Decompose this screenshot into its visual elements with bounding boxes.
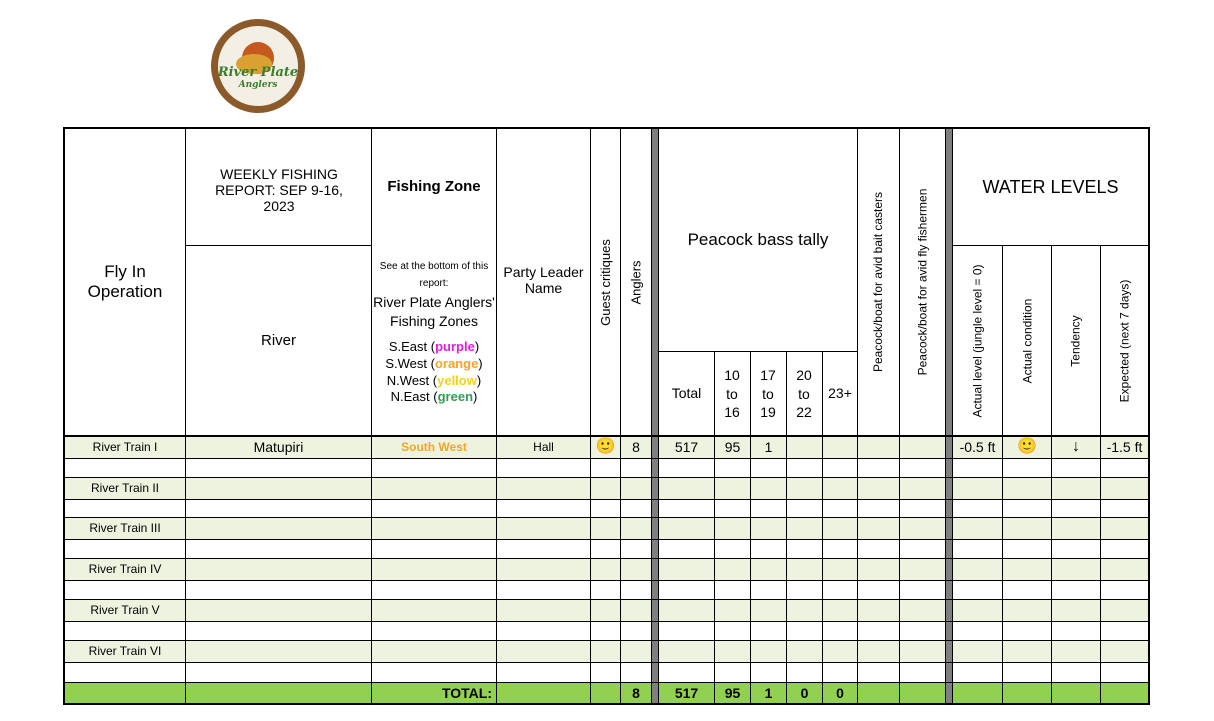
zone-prefix: N.West ( [386, 372, 438, 388]
tally-17-19-cell: 1 [764, 439, 773, 456]
tally-total-cell: 517 [674, 439, 699, 456]
total-23-plus: 0 [836, 684, 844, 701]
guest-critiques-header: Guest critiques [598, 238, 614, 326]
zone-suffix: ) [478, 355, 483, 371]
tally-col-17-19: 17 to 19 [760, 366, 776, 421]
tendency-header: Tendency [1069, 315, 1083, 367]
zone-note [372, 258, 496, 406]
river-cell: Matupiri [253, 439, 304, 456]
river-header: River [260, 331, 296, 349]
total-10-16: 95 [724, 684, 741, 701]
total-20-22: 0 [800, 684, 809, 701]
zone-prefix: S.West ( [385, 355, 435, 371]
tally-10-16-cell: 95 [724, 439, 741, 456]
zone-legend-item [372, 356, 496, 373]
tally-col-20-22: 20 to 22 [796, 366, 812, 421]
zone-legend-item [372, 389, 496, 406]
anglers-cell: 8 [632, 439, 640, 456]
row-fill [64, 478, 1149, 499]
total-tally: 517 [674, 684, 699, 701]
fishing-zone-header: Fishing Zone [387, 178, 481, 196]
zone-prefix: N.East ( [390, 389, 438, 405]
operation-cell: River Train II [90, 480, 159, 495]
report-title: WEEKLY FISHING REPORT: SEP 9-16, 2023 [215, 165, 343, 215]
zone-suffix: ) [474, 338, 480, 354]
zone-color-name: yellow [437, 372, 477, 388]
operation-cell: River Train VI [88, 643, 162, 658]
tendency-down-arrow-icon: ↓ [1072, 438, 1080, 456]
total-17-19: 1 [764, 684, 773, 701]
zone-legend-item [372, 339, 496, 356]
bait-casters-header: Peacock/boat for avid bait casters [871, 191, 886, 373]
party-leader-header: Party Leader Name [503, 263, 584, 296]
row-fill [64, 641, 1149, 662]
leader-cell: Hall [533, 439, 554, 454]
tally-col-total: Total [671, 385, 702, 402]
fly-in-operation-header: Fly In Operation [87, 262, 163, 301]
total-label: TOTAL: [441, 684, 493, 701]
zone-note-main: River Plate Anglers' Fishing Zones [373, 294, 495, 329]
zone-color-name: green [437, 389, 474, 405]
zone-suffix: ) [476, 372, 482, 388]
zone-note-small: See at the bottom of this report: [379, 261, 489, 289]
expected-cell: -1.5 ft [1106, 439, 1143, 456]
tally-col-23-plus: 23+ [828, 385, 852, 402]
zone-prefix: S.East ( [388, 338, 436, 354]
critique-smiley-icon: 🙂 [595, 438, 616, 456]
actual-level-header: Actual level (jungle level = 0) [970, 264, 985, 418]
row-fill [64, 518, 1149, 539]
anglers-header: Anglers [628, 259, 644, 305]
zone-color-name: purple [435, 338, 475, 354]
fly-fishermen-header: Peacock/boat for avid fly fishermen [915, 188, 930, 376]
tally-header: Peacock bass tally [687, 230, 829, 250]
total-anglers: 8 [632, 684, 640, 701]
operation-cell: River Train V [90, 602, 160, 617]
zone-suffix: ) [473, 389, 478, 405]
total-row-fill [64, 683, 1149, 703]
water-levels-header: WATER LEVELS [982, 176, 1119, 197]
operation-cell: River Train III [89, 520, 161, 535]
operation-cell: River Train IV [88, 561, 162, 576]
zone-legend-item [372, 373, 496, 390]
zone-color-name: orange [434, 355, 479, 371]
tally-col-10-16: 10 to 16 [724, 366, 740, 421]
operation-cell: River Train I [92, 439, 158, 454]
svg-text:River Plate: River Plate [217, 65, 299, 80]
condition-smiley-icon: 🙂 [1017, 438, 1037, 456]
expected-header: Expected (next 7 days) [1117, 279, 1132, 403]
zone-cell: South West [401, 439, 467, 454]
actual-level-cell: -0.5 ft [959, 439, 996, 456]
row-fill [64, 559, 1149, 580]
svg-text:Anglers: Anglers [238, 80, 278, 90]
zone-legend [372, 339, 496, 407]
row-fill [64, 600, 1149, 621]
actual-condition-header: Actual condition [1020, 298, 1035, 384]
